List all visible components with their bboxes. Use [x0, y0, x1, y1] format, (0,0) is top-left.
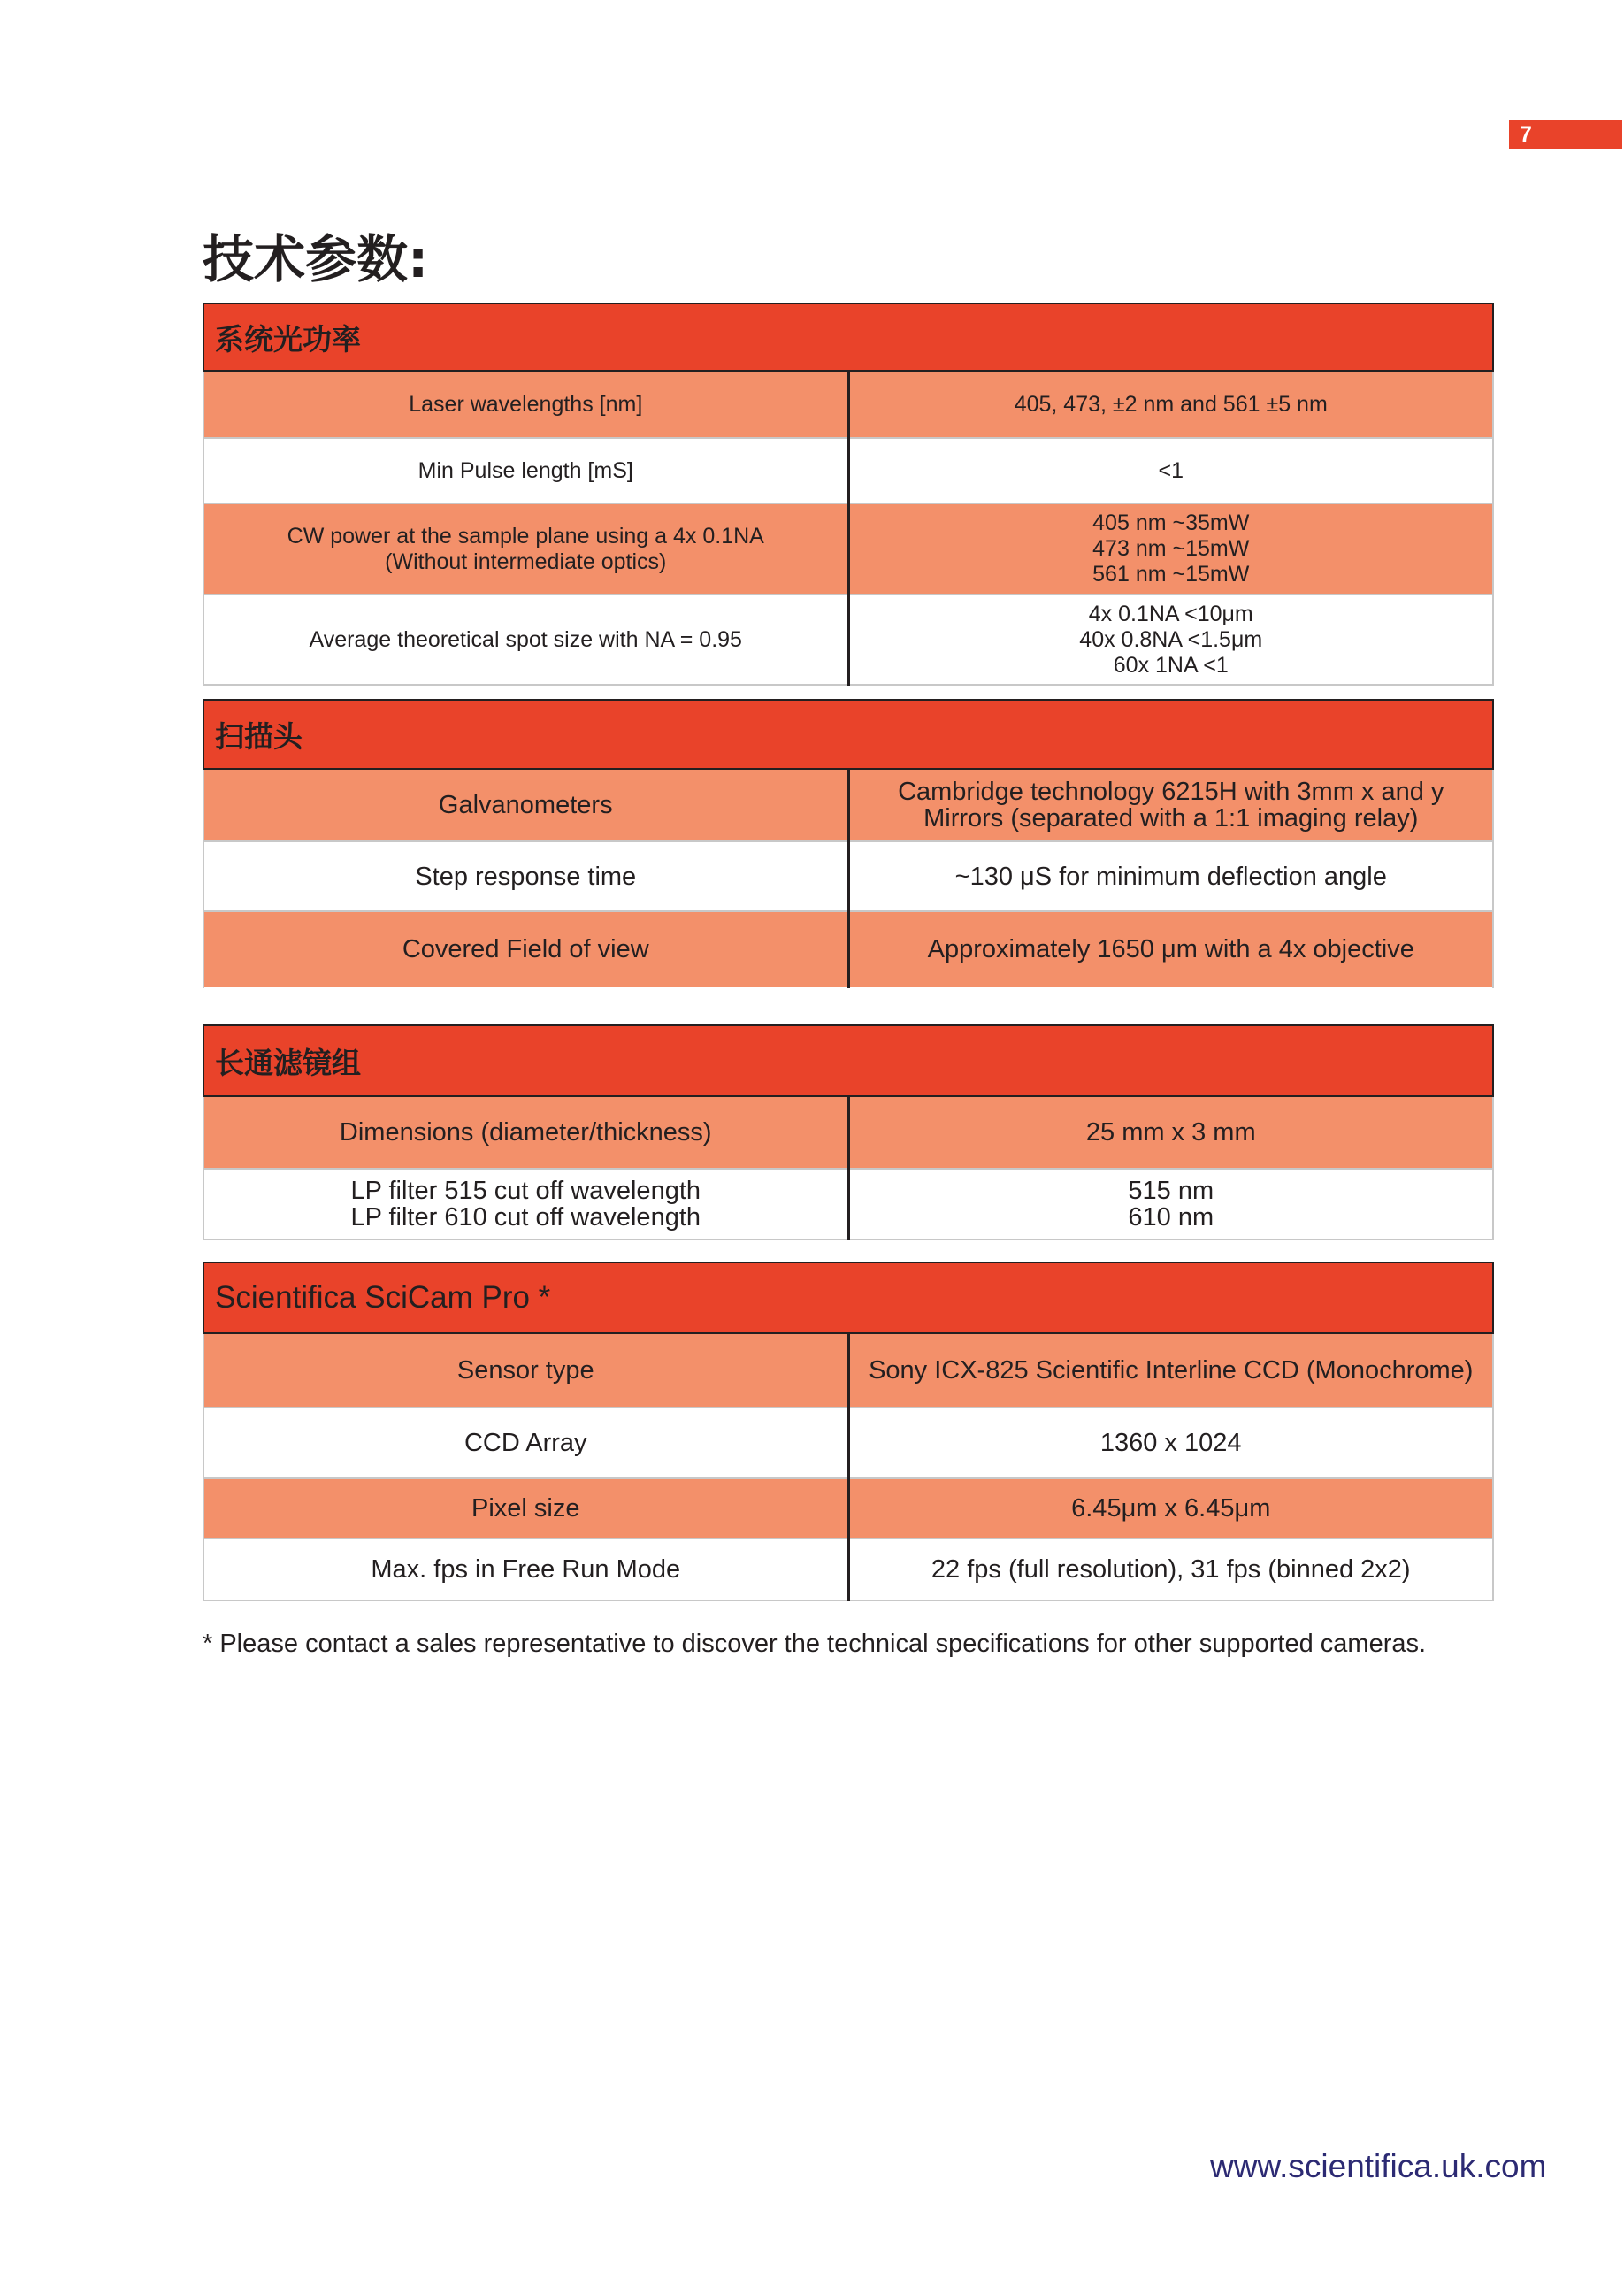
spec-label: Pixel size [203, 1478, 848, 1539]
table-row [203, 1169, 1493, 1239]
spec-value: 25 mm x 3 mm [848, 1096, 1493, 1169]
spec-label: CCD Array [203, 1408, 848, 1478]
table-row [203, 595, 1493, 685]
spec-label: Dimensions (diameter/thickness) [203, 1096, 848, 1169]
spec-table-longpass-filters [203, 1024, 1494, 1240]
spec-table-scan-head [203, 699, 1494, 988]
website-link[interactable]: www.scientifica.uk.com [1210, 2148, 1547, 2184]
spec-label: Sensor type [203, 1333, 848, 1408]
footnote: * Please contact a sales representative to discover the technical specifications for other supported cameras. [203, 1630, 1427, 1658]
table-row [203, 371, 1493, 438]
table-row [203, 1333, 1493, 1408]
spec-value: Cambridge technology 6215H with 3mm x and y Mirrors (separated with a 1:1 imaging relay) [848, 769, 1493, 841]
spec-label: CW power at the sample plane using a 4x 0.1NA (Without intermediate optics) [203, 503, 848, 595]
page-title: 技术参数: [203, 229, 429, 289]
spec-value: 405, 473, ±2 nm and 561 ±5 nm [848, 371, 1493, 438]
section-heading: 扫描头 [203, 700, 1493, 769]
page-number-badge: 7 [1509, 120, 1622, 149]
spec-value: 515 nm 610 nm [848, 1169, 1493, 1239]
spec-label: Galvanometers [203, 769, 848, 841]
table-row [203, 911, 1493, 987]
table-row [203, 841, 1493, 911]
table-row [203, 769, 1493, 841]
table-row [203, 1408, 1493, 1478]
spec-value: 4x 0.1NA <10μm 40x 0.8NA <1.5μm 60x 1NA <1 [848, 595, 1493, 685]
spec-value: 405 nm ~35mW 473 nm ~15mW 561 nm ~15mW [848, 503, 1493, 595]
spec-value: 1360 x 1024 [848, 1408, 1493, 1478]
table-row [203, 1096, 1493, 1169]
spec-label: Average theoretical spot size with NA = 0.95 [203, 595, 848, 685]
spec-label: Min Pulse length [mS] [203, 438, 848, 503]
spec-value: Sony ICX-825 Scientific Interline CCD (Monochrome) [848, 1333, 1493, 1408]
spec-table-scicam-pro [203, 1262, 1494, 1601]
spec-value: 22 fps (full resolution), 31 fps (binned 2x2) [848, 1539, 1493, 1600]
table-row [203, 438, 1493, 503]
spec-value: Approximately 1650 μm with a 4x objective [848, 911, 1493, 987]
table-row [203, 1539, 1493, 1600]
spec-value: 6.45μm x 6.45μm [848, 1478, 1493, 1539]
spec-label: Laser wavelengths [nm] [203, 371, 848, 438]
section-heading: Scientifica SciCam Pro * [203, 1262, 1493, 1333]
spec-value: <1 [848, 438, 1493, 503]
spec-label: Step response time [203, 841, 848, 911]
section-heading: 长通滤镜组 [203, 1025, 1493, 1096]
table-row [203, 503, 1493, 595]
spec-value: ~130 μS for minimum deflection angle [848, 841, 1493, 911]
spec-label: Covered Field of view [203, 911, 848, 987]
spec-label: LP filter 515 cut off wavelength LP filter 610 cut off wavelength [203, 1169, 848, 1239]
spec-label: Max. fps in Free Run Mode [203, 1539, 848, 1600]
table-row [203, 1478, 1493, 1539]
spec-table-optical-power [203, 303, 1494, 686]
section-heading: 系统光功率 [203, 303, 1493, 371]
